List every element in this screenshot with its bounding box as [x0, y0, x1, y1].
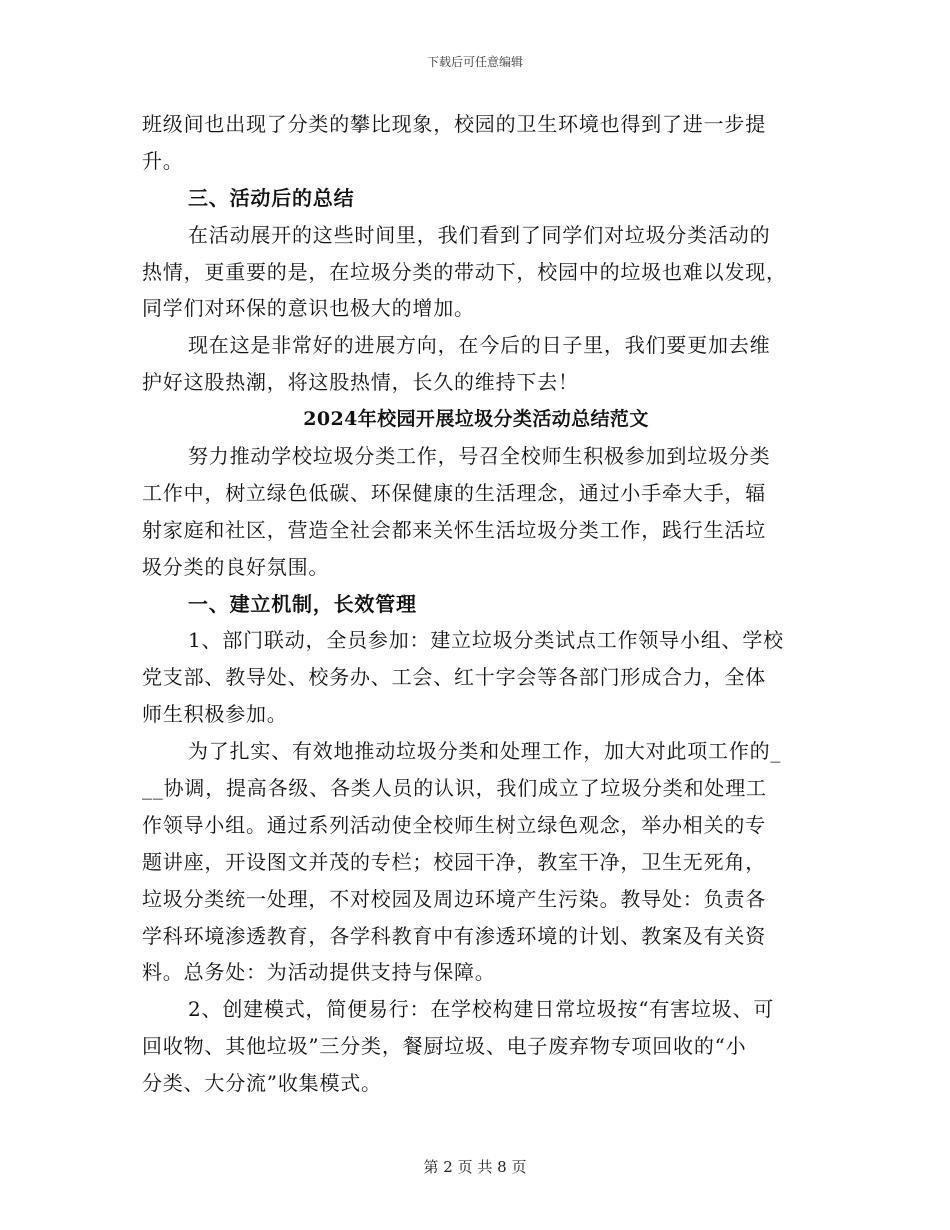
paragraph-line: 2、创建模式，简便易行：在学校构建日常垃圾按“有害垃圾、可	[188, 997, 775, 1022]
paragraph-line: 工作中，树立绿色低碳、环保健康的生活理念，通过小手牵大手，辐	[142, 480, 766, 505]
paragraph-line: 在活动展开的这些时间里，我们看到了同学们对垃圾分类活动的	[188, 222, 771, 247]
paragraph-line: 题讲座，开设图文并茂的专栏；校园干净，教室干净，卫生无死角，	[142, 849, 766, 874]
paragraph-line: 班级间也出现了分类的攀比现象，校园的卫生环境也得到了进一步提	[142, 112, 766, 136]
paragraph-line: __协调，提高各级、各类人员的认识，我们成立了垃圾分类和处理工	[142, 776, 767, 801]
paragraph-line: 努力推动学校垃圾分类工作，号召全校师生积极参加到垃圾分类	[188, 444, 771, 469]
document-body	[142, 106, 810, 1102]
paragraph-line: 学科环境渗透教育，各学科教育中有渗透环境的计划、教案及有关资	[142, 923, 766, 948]
page-header-note: 下载后可任意编辑	[426, 55, 523, 69]
document-title: 2024年校园开展垃圾分类活动总结范文	[303, 408, 649, 431]
paragraph-line: 圾分类的良好氛围。	[142, 554, 330, 579]
paragraph-line: 党支部、教导处、校务办、工会、红十字会等各部门形成合力，全体	[142, 665, 766, 690]
paragraph-line: 现在这是非常好的进展方向，在今后的日子里，我们要更加去维	[188, 333, 771, 358]
paragraph-line: 升。	[142, 148, 184, 173]
paragraph-line: 射家庭和社区，营造全社会都来关怀生活垃圾分类工作，践行生活垃	[142, 517, 766, 542]
page-number: 第 2 页 共 8 页	[423, 1158, 527, 1176]
paragraph-line: 师生积极参加。	[142, 702, 288, 727]
section-heading-mechanism: 一、建立机制，长效管理	[188, 591, 417, 616]
paragraph-line: 作领导小组。通过系列活动使全校师生树立绿色观念，举办相关的专	[142, 812, 766, 837]
paragraph-line: 热情，更重要的是，在垃圾分类的带动下，校园中的垃圾也难以发现，	[142, 259, 787, 284]
paragraph-line: 回收物、其他垃圾”三分类，餐厨垃圾、电子废弃物专项回收的“小	[142, 1034, 747, 1059]
paragraph-line: 同学们对环保的意识也极大的增加。	[142, 296, 475, 321]
paragraph-line: 护好这股热潮，将这股热情，长久的维持下去！	[142, 370, 579, 395]
paragraph-line: 垃圾分类统一处理，不对校园及周边环境产生污染。教导处：负责各	[142, 886, 766, 911]
section-heading-summary: 三、活动后的总结	[188, 185, 355, 210]
paragraph-line: 料。总务处：为活动提供支持与保障。	[142, 960, 496, 985]
paragraph-line: 为了扎实、有效地推动垃圾分类和处理工作，加大对此项工作的_	[188, 739, 782, 764]
paragraph-line: 分类、大分流”收集模式。	[142, 1071, 382, 1096]
paragraph-line: 1、部门联动，全员参加：建立垃圾分类试点工作领导小组、学校	[188, 628, 784, 653]
